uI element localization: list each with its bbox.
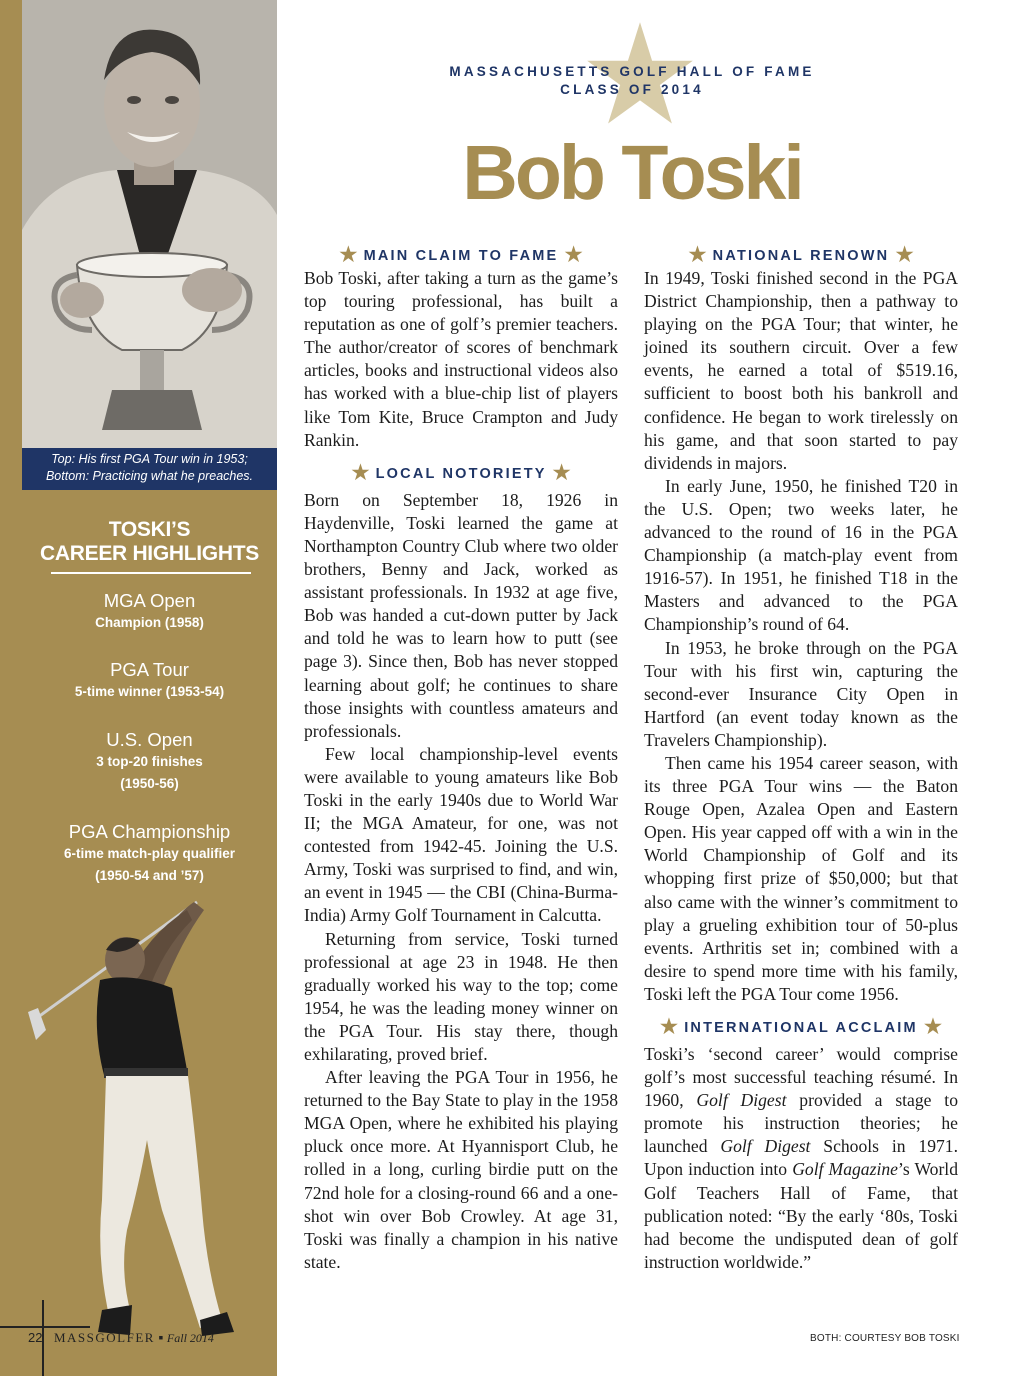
text-run: Toski’s ‘second career’ would comprise golf’s most successful teaching résumé. In 1960,	[644, 1044, 958, 1111]
photo-caption	[22, 448, 277, 490]
star-icon: ★	[924, 1016, 942, 1038]
magazine-title: Golf Digest	[720, 1136, 811, 1157]
highlight-desc: (1950-54 and ’57)	[95, 868, 204, 883]
star-icon: ★	[351, 461, 370, 484]
article-column-right	[644, 240, 958, 1274]
highlight-desc: Champion (1958)	[95, 615, 204, 630]
highlight-item	[22, 729, 277, 795]
issue-name: Fall 2014	[166, 1331, 214, 1345]
highlights-title-line-1: TOSKI’S	[108, 518, 191, 541]
text-run: provided a stage to promote his instruction theories; he launched	[644, 1090, 958, 1157]
section-heading-local-notoriety	[304, 458, 618, 489]
footer-separator-dot: ▪	[158, 1331, 164, 1346]
highlight-name: PGA Championship	[68, 821, 231, 842]
photo-trophy	[22, 0, 277, 448]
photo-golfer-swing	[22, 880, 262, 1350]
section-heading-label: INTERNATIONAL ACCLAIM	[684, 1020, 918, 1036]
highlights-divider	[51, 572, 251, 574]
highlight-item	[22, 821, 277, 887]
caption-line-1: Top: His first PGA Tour win in 1953;	[51, 452, 248, 466]
paragraph: Bob Toski, after taking a turn as the game’s top touring professional, has built a reputation as one of golf’s premier teachers. The author/creator of scores of benchmark articles, books and instructional videos also has worked with a blue-chip list of players like Tom Kite, Bruce Crampton and Judy Rankin.	[304, 268, 618, 450]
caption-line-2: Bottom: Practicing what he preaches.	[45, 469, 254, 483]
paragraph: Then came his 1954 career season, with its three PGA Tour wins — the Baton Rouge Open, Azalea Open and Eastern Open. His year capped off with a win in the World Championship of Golf and its whopping first prize of $50,000; but that also came with the winner’s commitment to play a grueling exhibition tour of 50-plus events. Arthritis set in; combined with a desire to spend more time with his family, Toski left the PGA Tour come 1956.	[644, 752, 958, 1004]
section-heading-label: NATIONAL RENOWN	[712, 248, 890, 264]
page-title: Bob Toski	[462, 130, 802, 216]
paragraph: In 1949, Toski finished second in the PGA District Championship, then a pathway to playing on the PGA Tour; that winter, he joined its southern circuit. Over a few events, he earned a total of $519.16, sufficient to boost both his bankroll and confidence. He began to work tirelessly on his game, and that soon started to pay dividends in majors.	[644, 268, 958, 473]
paragraph: After leaving the PGA Tour in 1956, he returned to the Bay State to play in the 1958 MGA Open, where he exhibited his playing pluck once more. At Hyannisport Club, he rolled in a long, curling birdie putt on the 72nd hole for a closing-round 66 and a one-shot win over Bob Crowley. At age 31, Toski was finally a champion in his native state.	[304, 1067, 618, 1272]
highlight-desc: (1950-56)	[120, 776, 179, 791]
highlight-name: U.S. Open	[106, 729, 193, 750]
magazine-title: Golf Digest	[696, 1090, 787, 1111]
crop-mark-horizontal	[0, 1326, 90, 1328]
star-icon: ★	[895, 244, 914, 266]
star-icon: ★	[339, 244, 358, 266]
class-year-kicker: CLASS OF 2014	[560, 82, 704, 97]
page-footer	[28, 1330, 214, 1347]
highlight-desc: 6-time match-play qualifier	[63, 846, 236, 861]
magazine-name: MASSGOLFER	[53, 1330, 155, 1345]
text-run: Schools in 1971. Upon induction into	[644, 1136, 958, 1180]
highlight-item	[22, 659, 277, 703]
paragraph	[644, 1043, 958, 1274]
highlight-item	[22, 590, 277, 634]
section-heading-label: LOCAL NOTORIETY	[375, 465, 547, 482]
paragraph: In early June, 1950, he finished T20 in the U.S. Open; two weeks later, he advanced to the round of 16 in the PGA Championship (a match-play event from 1916-57). In 1951, he finished T18 in the Masters and advanced to the PGA Championship’s round of 64.	[644, 475, 958, 635]
highlight-desc: 3 top-20 finishes	[96, 754, 203, 769]
photo-credit: BOTH: COURTESY BOB TOSKI	[810, 1333, 960, 1344]
highlights-title	[22, 518, 277, 566]
section-heading-international-acclaim	[644, 1012, 958, 1043]
paragraph: In 1953, he broke through on the PGA Tour with his first win, capturing the second-ever Insurance City Open in Hartford (an event today known as the Travelers Championship).	[644, 637, 958, 750]
paragraph: Born on September 18, 1926 in Haydenville, Toski learned the game at Northampton Country Club where two older brothers, Benny and Jack, worked as assistant professionals. In 1932 at age five, Bob was handed a cut-down putter by Jack and told he was to learn how to putt (see page 3). Since then, Bob has never stopped learning about golf; he continues to share those insights with countless amateurs and professionals.	[304, 489, 618, 741]
paragraph: Few local championship-level events were available to young amateurs like Bob Toski in the early 1940s due to World War II; the MGA Amateur, for one, was not contested from 1942-45. Joining the U.S. Army, Toski was surprised to find, and win, an event in 1945 — the CBI (China-Burma-India) Army Golf Tournament in Calcutta.	[304, 743, 618, 926]
star-icon: ★	[660, 1016, 678, 1038]
star-icon: ★	[552, 461, 571, 484]
highlight-name: MGA Open	[103, 590, 196, 611]
text-run: ’s World Golf Teachers Hall of Fame, that publication noted: “By the early ‘80s, Toski had become the undisputed dean of golf instruction worldwide.”	[644, 1159, 958, 1272]
highlights-title-line-2: CAREER HIGHLIGHTS	[40, 542, 259, 565]
article-column-left	[304, 240, 618, 1274]
highlight-name: PGA Tour	[110, 659, 189, 680]
highlight-desc: 5-time winner (1953-54)	[74, 684, 225, 699]
hall-of-fame-kicker: MASSACHUSETTS GOLF HALL OF FAME	[449, 64, 815, 79]
paragraph: Returning from service, Toski turned professional at age 23 in 1948. He then gradually worked his way to the top; come 1954, he was the leading money winner on the PGA Tour. His stay there, though exhilarating, proved brief.	[304, 928, 618, 1064]
page-number: 22	[28, 1330, 43, 1345]
star-icon: ★	[564, 244, 583, 266]
star-icon: ★	[688, 244, 707, 266]
section-heading-label: MAIN CLAIM TO FAME	[363, 248, 559, 264]
magazine-title: Golf Magazine	[792, 1159, 898, 1180]
